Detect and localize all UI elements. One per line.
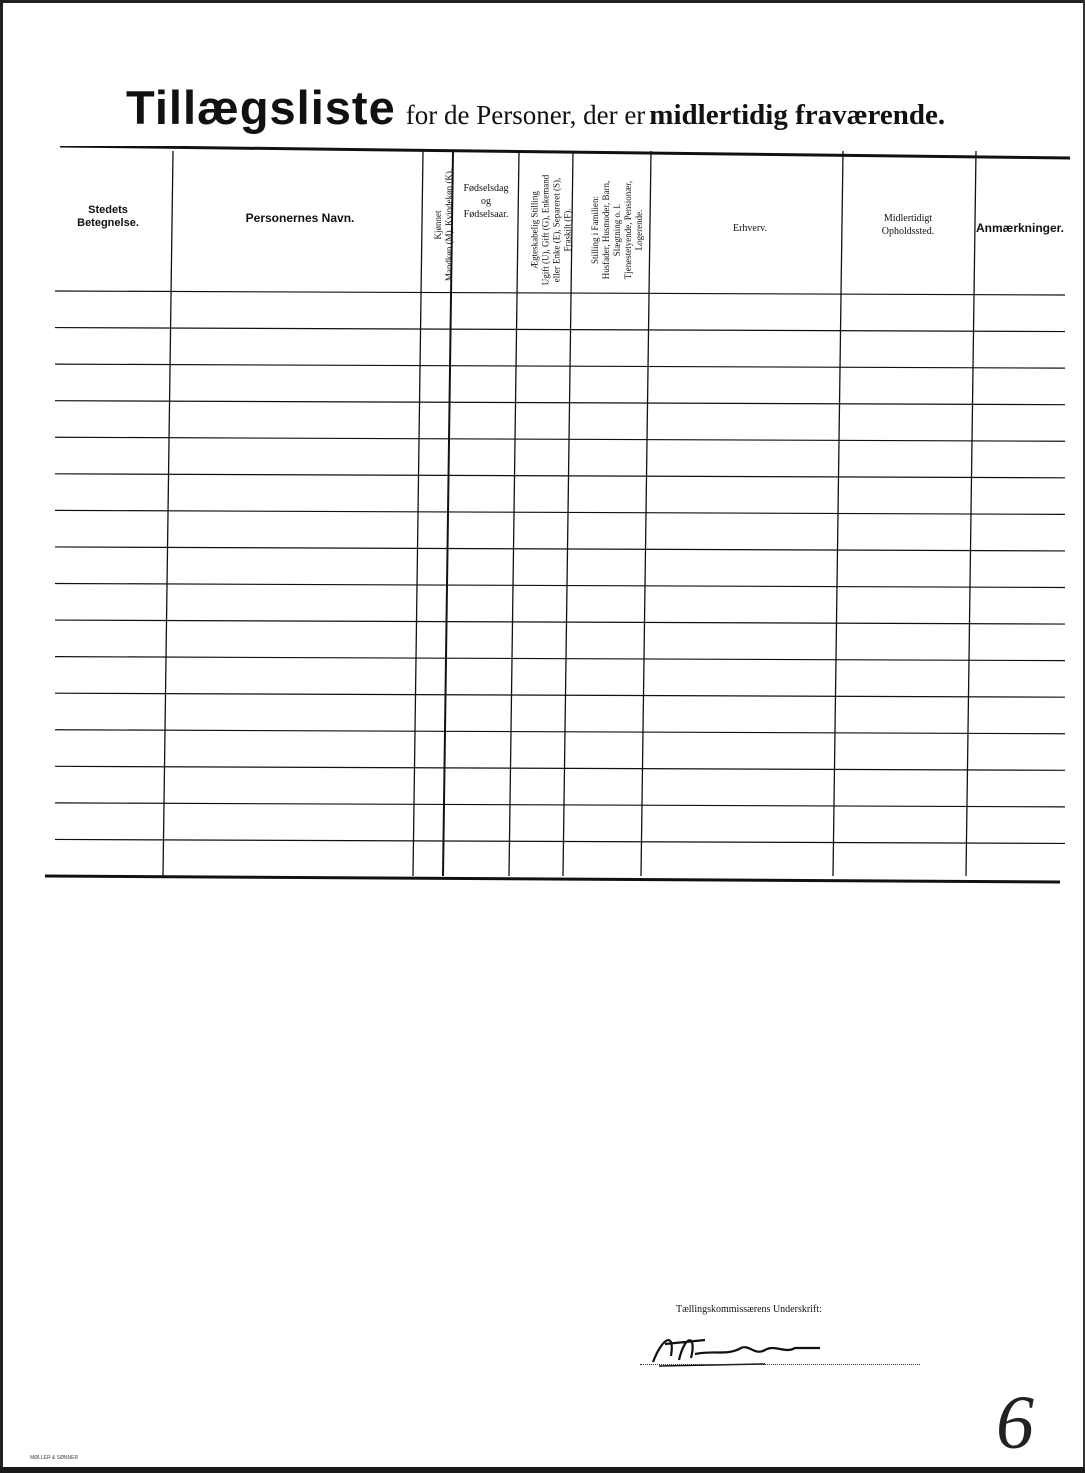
header-aegteskab-line1: Ægteskabelig Stilling [529,191,540,269]
header-opholdssted-line2: Opholdssted. [881,226,935,237]
header-familie-line5: Logerende. [634,209,644,251]
header-familie-line3: Slægtning o. l. [612,203,622,257]
header-stedets-line2: Betegnelse. [77,217,139,229]
header-kjonn-line1: Kjønnet [433,210,443,240]
header-fodsel [453,182,519,221]
table-row [55,766,1065,803]
table-row [55,364,1065,401]
scan-edge-left [0,0,3,1473]
table-row [55,693,1065,730]
header-navn: Personernes Navn. [245,211,355,225]
header-fodsel-line1: Fødselsdag [463,183,509,194]
scan-edge-bottom [0,1467,1085,1473]
header-aegteskab-line3: eller Enke (E), Separeret (S), [551,177,562,283]
table-row [55,730,1065,767]
form-title-rest-2: midlertidig fraværende. [649,99,946,131]
header-aegteskab [530,163,578,298]
signature-caption: Tællingskommissærens Underskrift: [676,1304,822,1315]
table-row [55,803,1065,840]
table-row [55,510,1065,547]
signature-line [640,1364,920,1365]
header-anmaerkninger: Anmærkninger. [975,221,1065,235]
table-row [55,437,1065,474]
table-row [55,584,1065,621]
header-erhverv: Erhverv. [732,223,768,234]
header-fodsel-line2: og [481,196,491,207]
header-fodsel-line3: Fødselsaar. [463,209,509,220]
header-familie [590,165,650,295]
page-number: 6 [996,1381,1034,1465]
table-top-rule [60,146,1070,158]
table-row [55,620,1065,657]
form-title-main: Tillægsliste [126,81,396,134]
header-opholdssted [845,212,971,238]
table-row [55,657,1065,694]
header-aegteskab-line4: Fraskilt (F). [562,208,573,252]
table-row [55,547,1065,584]
form-title-rest-1: for de Personer, der er [405,100,646,130]
header-stedets [53,204,163,230]
header-familie-line1: Stilling i Familien: [590,196,600,265]
header-familie-line2: Husfader, Husmoder, Barn, [601,180,611,280]
header-kjonn-line2: Mandkøn (M), Kvindekøn (K). [444,168,454,282]
table-row [55,328,1065,365]
header-kjonn [433,160,457,290]
scan-edge-top [0,0,1085,3]
table-row [55,291,1065,328]
header-opholdssted-line1: Midlertidigt [883,213,933,224]
table-bottom-rule [45,876,1060,882]
census-table [45,146,1070,884]
table-row [55,474,1065,511]
header-aegteskab-line2: Ugift (U), Gift (G), Enkemand [540,174,551,286]
table-row [55,401,1065,438]
header-familie-line4: Tjenestetyende, Pensionær, [623,180,633,280]
form-title [126,80,1056,135]
table-row [55,839,1065,876]
printer-mark: MØLLER & SØNNER [30,1455,79,1461]
header-stedets-line1: Stedets [88,204,128,216]
